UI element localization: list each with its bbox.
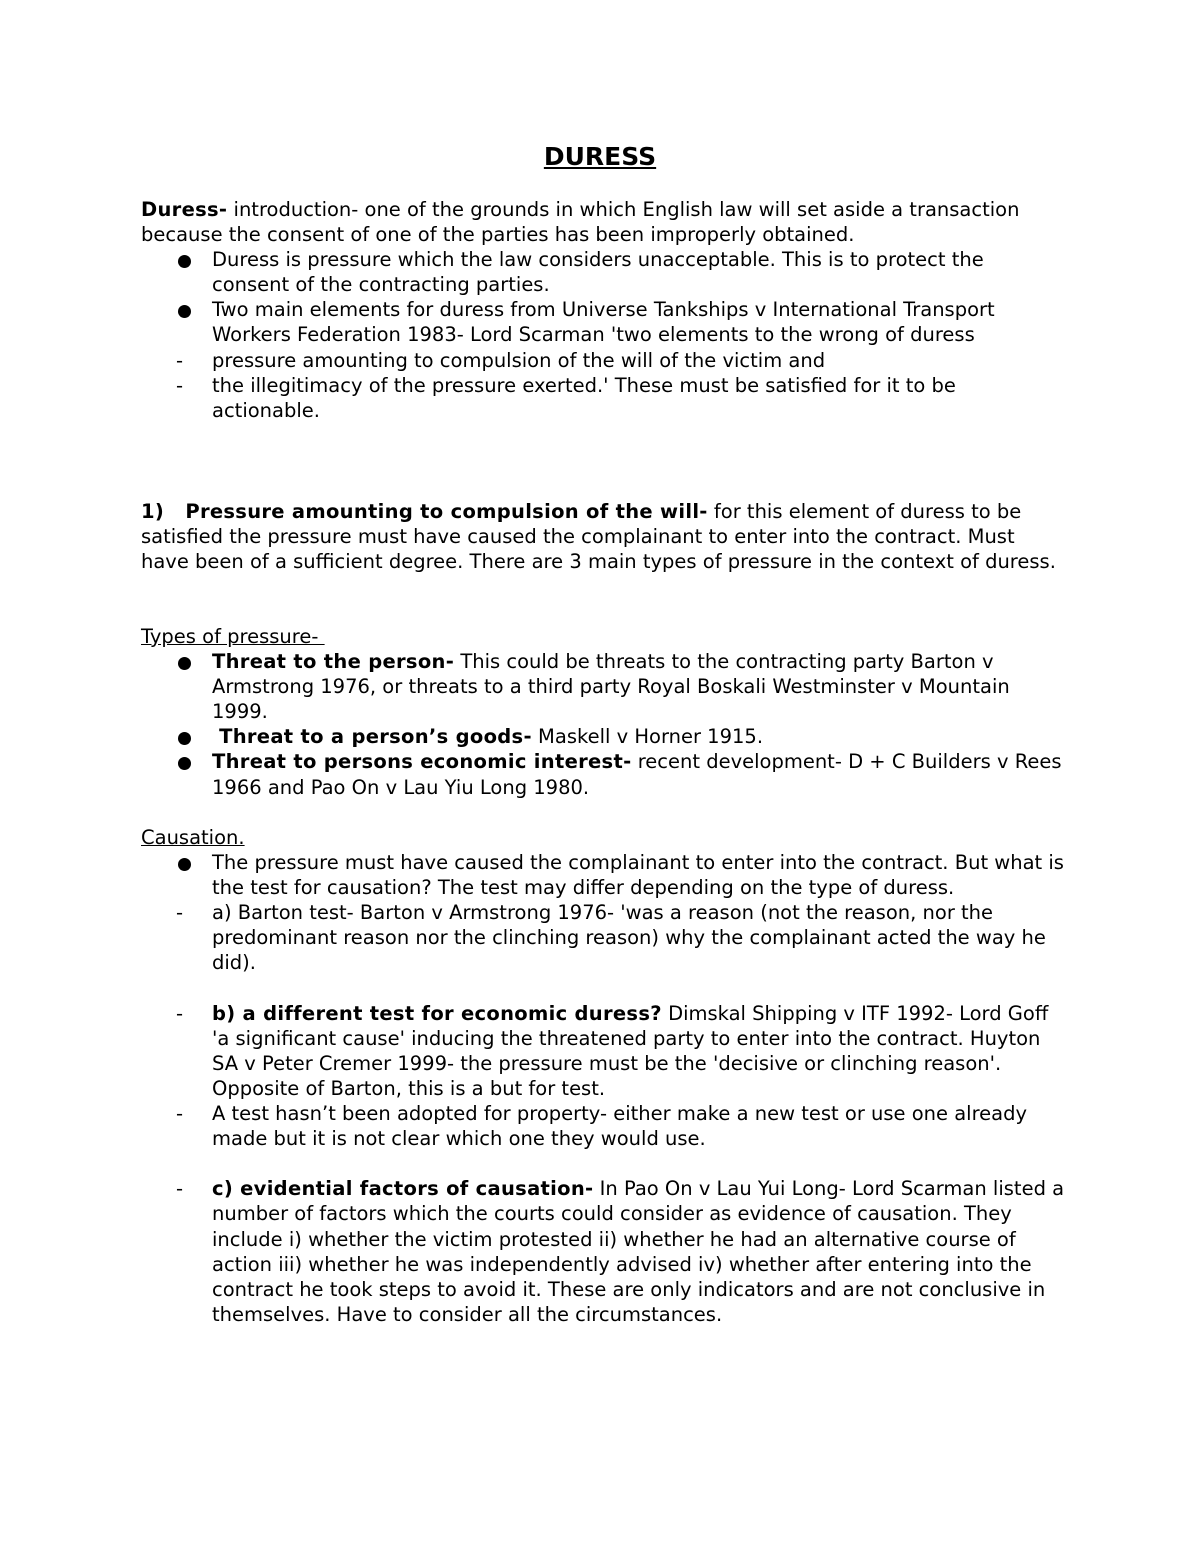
- section1-text: for this element of duress to be satisfied the pressure must have caused the complainant to enter into the contract. Must have been of a sufficient degree. There are 3 main types of pressure in the context of duress.: [141, 500, 1056, 574]
- intro-text: introduction- one of the grounds in which English law will set aside a transaction because the consent of one of the parties has been improperly obtained.: [141, 198, 1020, 247]
- bullet-icon: [141, 850, 212, 875]
- causation-bullet: The pressure must have caused the complainant to enter into the contract. But what is the test for causation? The test may differ depending on the type of duress.: [141, 850, 1066, 900]
- dash-icon: [141, 1101, 212, 1126]
- intro-bullet-2: Two main elements for duress from Universe Tankships v International Transport Workers Federation 1983- Lord Scarman 'two elements to the wrong of duress: [141, 297, 1066, 347]
- page-title: DURESS: [543, 142, 657, 171]
- types-section: [141, 624, 1066, 800]
- intro-section: [141, 197, 1066, 423]
- bullet-icon: [141, 724, 212, 749]
- dash-icon: [141, 373, 212, 398]
- intro-paragraph: [141, 197, 1066, 247]
- intro-label: Duress-: [141, 198, 228, 221]
- bullet-icon: [141, 749, 212, 774]
- type-goods: Threat to a person’s goods- Maskell v Horner 1915.: [141, 724, 1066, 749]
- section1-paragraph: [141, 499, 1066, 574]
- type-person: Threat to the person- This could be threats to the contracting party Barton v Armstrong 1976, or threats to a third party Royal Boskali Westminster v Mountain 1999.: [141, 649, 1066, 724]
- bullet-icon: [141, 297, 212, 322]
- section-compulsion: [141, 499, 1066, 574]
- spacer: [141, 976, 1066, 1001]
- spacer: [141, 1151, 1066, 1176]
- intro-bullet-1: Duress is pressure which the law considers unacceptable. This is to protect the consent of the contracting parties.: [141, 247, 1066, 297]
- intro-dash-2: - the illegitimacy of the pressure exerted.' These must be satisfied for it to be actionable.: [141, 373, 1066, 423]
- bullet-icon: [141, 247, 212, 272]
- type-economic: Threat to persons economic interest- recent development- D + C Builders v Rees 1966 and Pao On v Lau Yiu Long 1980.: [141, 749, 1066, 799]
- bullet-icon: [141, 649, 212, 674]
- dash-icon: [141, 348, 212, 373]
- causation-test-c: - c) evidential factors of causation- In Pao On v Lau Yui Long- Lord Scarman listed a number of factors which the courts could consider as evidence of causation. They include i) whether the victim protested ii) whether he had an alternative course of action iii) whether he was independently advised iv) whether after entering into the contract he took steps to avoid it. These are only indicators and are not conclusive in themselves. Have to consider all the circumstances.: [141, 1176, 1066, 1327]
- causation-test-b: - b) a different test for economic duress? Dimskal Shipping v ITF 1992- Lord Goff 'a significant cause' inducing the threatened party to enter into the contract. Huyton SA v Peter Cremer 1999- the pressure must be the 'decisive or clinching reason'. Opposite of Barton, this is a but for test.: [141, 1001, 1066, 1101]
- intro-dash-1: - pressure amounting to compulsion of the will of the victim and: [141, 348, 1066, 373]
- causation-section: [141, 825, 1066, 1327]
- dash-icon: [141, 1001, 212, 1026]
- causation-heading: Causation.: [141, 826, 245, 849]
- causation-test-a: - a) Barton test- Barton v Armstrong 1976- 'was a reason (not the reason, nor the predominant reason nor the clinching reason) why the complainant acted the way he did).: [141, 900, 1066, 975]
- dash-icon: [141, 1176, 212, 1201]
- dash-icon: [141, 900, 212, 925]
- causation-property: - A test hasn’t been adopted for property- either make a new test or use one already made but it is not clear which one they would use.: [141, 1101, 1066, 1151]
- section1-heading: 1) Pressure amounting to compulsion of the will-: [141, 500, 708, 523]
- types-heading: Types of pressure-: [141, 625, 325, 648]
